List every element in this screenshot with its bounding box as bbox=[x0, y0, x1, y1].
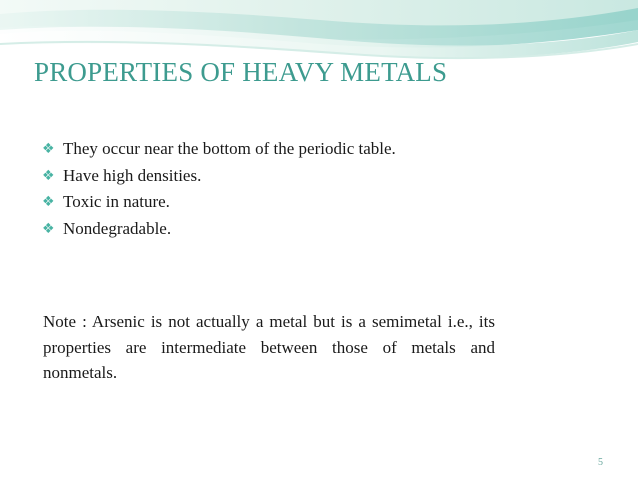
bullet-item bbox=[42, 165, 396, 192]
page-number: 5 bbox=[598, 457, 603, 468]
bullet-text: They occur near the bottom of the periodic table. bbox=[63, 139, 396, 158]
bullet-text: Nondegradable. bbox=[63, 218, 172, 238]
note-paragraph: Note : Arsenic is not actually a metal but is a semimetal i.e., its properties are intermediate between those of metals and nonmetals. bbox=[43, 312, 495, 382]
diamond-bullet-icon: ❖ bbox=[42, 141, 55, 157]
diamond-bullet-icon: ❖ bbox=[42, 220, 55, 237]
bullet-item bbox=[42, 218, 396, 245]
bullet-list bbox=[42, 138, 396, 244]
bullet-text: Toxic in nature. bbox=[63, 192, 170, 211]
diamond-bullet-icon: ❖ bbox=[42, 194, 55, 210]
bullet-item bbox=[42, 191, 396, 218]
slide-title: PROPERTIES OF HEAVY METALS bbox=[34, 57, 448, 87]
bullet-text: Have high densities. bbox=[63, 165, 202, 185]
diamond-bullet-icon: ❖ bbox=[42, 167, 55, 184]
bullet-item bbox=[42, 138, 396, 165]
